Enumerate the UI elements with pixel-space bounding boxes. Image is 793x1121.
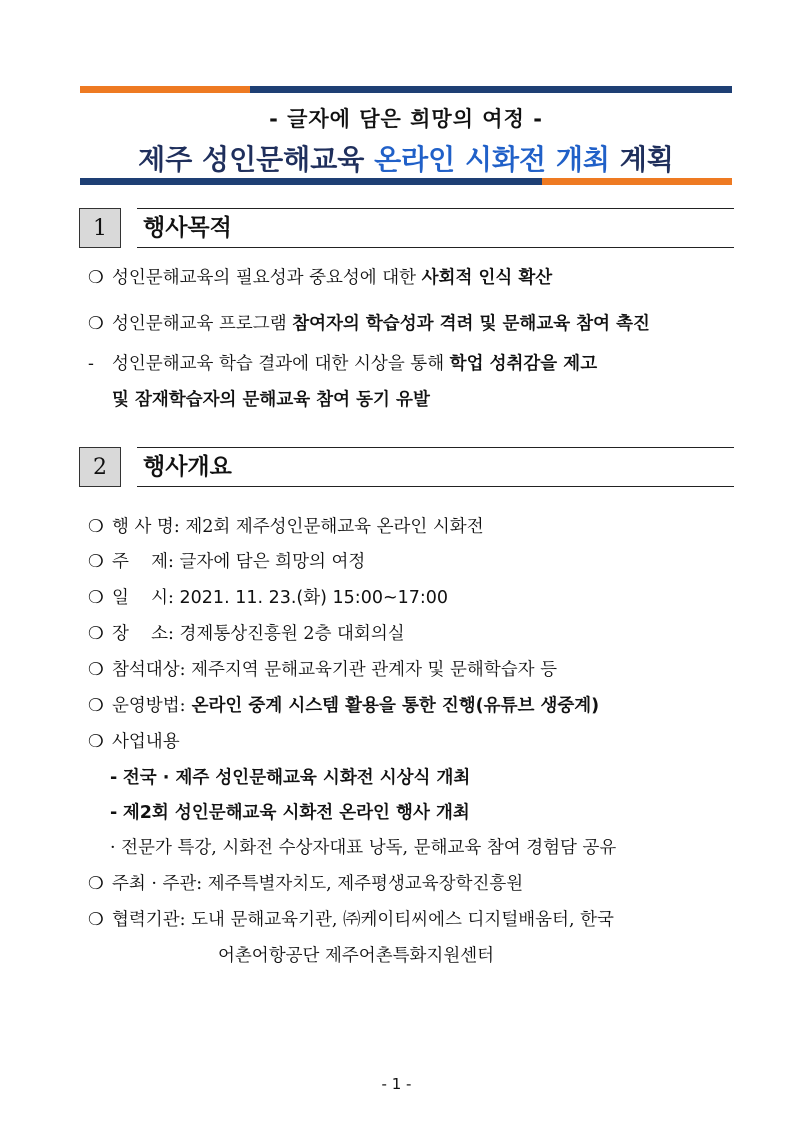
dash-bullet-icon: -: [110, 803, 118, 823]
program-subitem-1: - 전국 · 제주 성인문해교육 시화전 시상식 개최: [110, 768, 471, 788]
title-bar-top-blue: [250, 86, 732, 93]
title-bar-bottom-orange: [542, 178, 732, 185]
overview-partners-continued: 어촌어항공단 제주어촌특화지원센터: [218, 946, 495, 966]
overview-event-name: ❍ 행 사 명: 제2회 제주성인문해교육 온라인 시화전: [88, 517, 484, 537]
section-2-header: [79, 447, 734, 489]
title-part2: 계획: [609, 143, 674, 176]
circle-bullet-icon: ❍: [88, 517, 104, 537]
purpose-subitem-continued: 및 잠재학습자의 문해교육 참여 동기 유발: [112, 390, 430, 410]
overview-theme: ❍ 주 제: 글자에 담은 희망의 여정: [88, 552, 366, 572]
circle-bullet-icon: ❍: [88, 624, 104, 644]
circle-bullet-icon: ❍: [88, 696, 104, 716]
program-subitem-2: - 제2회 성인문해교육 시화전 온라인 행사 개최: [110, 803, 470, 823]
circle-bullet-icon: ❍: [88, 314, 104, 334]
purpose-subitem: - 성인문해교육 학습 결과에 대한 시상을 통해 학업 성취감을 제고: [88, 354, 598, 374]
document-title: [80, 138, 732, 178]
page-number: - 1 -: [381, 1075, 412, 1093]
purpose-item-1: ❍ 성인문해교육의 필요성과 중요성에 대한 사회적 인식 확산: [88, 268, 553, 288]
title-highlight: 온라인 시화전 개최: [374, 143, 610, 176]
section-1-header: [79, 208, 734, 250]
document-subtitle: - 글자에 담은 희망의 여정 -: [269, 107, 543, 131]
overview-datetime: ❍ 일 시: 2021. 11. 23.(화) 15:00~17:00: [88, 588, 449, 608]
circle-bullet-icon: ❍: [88, 874, 104, 894]
circle-bullet-icon: ❍: [88, 552, 104, 572]
purpose-item-2: ❍ 성인문해교육 프로그램 참여자의 학습성과 격려 및 문해교육 참여 촉진: [88, 314, 650, 334]
circle-bullet-icon: ❍: [88, 660, 104, 680]
section-heading: 행사개요: [137, 447, 734, 487]
section-heading: 행사목적: [137, 208, 734, 248]
title-bar-bottom-blue: [80, 178, 542, 185]
overview-partners: ❍ 협력기관: 도내 문해교육기관, ㈜케이티씨에스 디지털배움터, 한국: [88, 910, 614, 930]
dash-bullet-icon: -: [88, 354, 94, 374]
circle-bullet-icon: ❍: [88, 732, 104, 752]
dash-bullet-icon: -: [110, 768, 118, 788]
circle-bullet-icon: ❍: [88, 588, 104, 608]
overview-program: ❍ 사업내용: [88, 732, 180, 752]
overview-attendees: ❍ 참석대상: 제주지역 문해교육기관 관계자 및 문해학습자 등: [88, 660, 558, 680]
overview-venue: ❍ 장 소: 경제통상진흥원 2층 대회의실: [88, 624, 405, 644]
circle-bullet-icon: ❍: [88, 268, 104, 288]
dot-bullet-icon: ·: [110, 838, 116, 858]
section-number: 1: [79, 208, 121, 248]
program-detail: · 전문가 특강, 시화전 수상자대표 낭독, 문해교육 참여 경험담 공유: [110, 838, 617, 858]
circle-bullet-icon: ❍: [88, 910, 104, 930]
title-part1: 제주 성인문해교육: [138, 143, 375, 176]
title-bar-top-orange: [80, 86, 250, 93]
overview-operation: ❍ 운영방법: 온라인 중계 시스템 활용을 통한 진행(유튜브 생중계): [88, 696, 600, 716]
overview-host: ❍ 주최 · 주관: 제주특별자치도, 제주평생교육장학진흥원: [88, 874, 524, 894]
section-number: 2: [79, 447, 121, 487]
